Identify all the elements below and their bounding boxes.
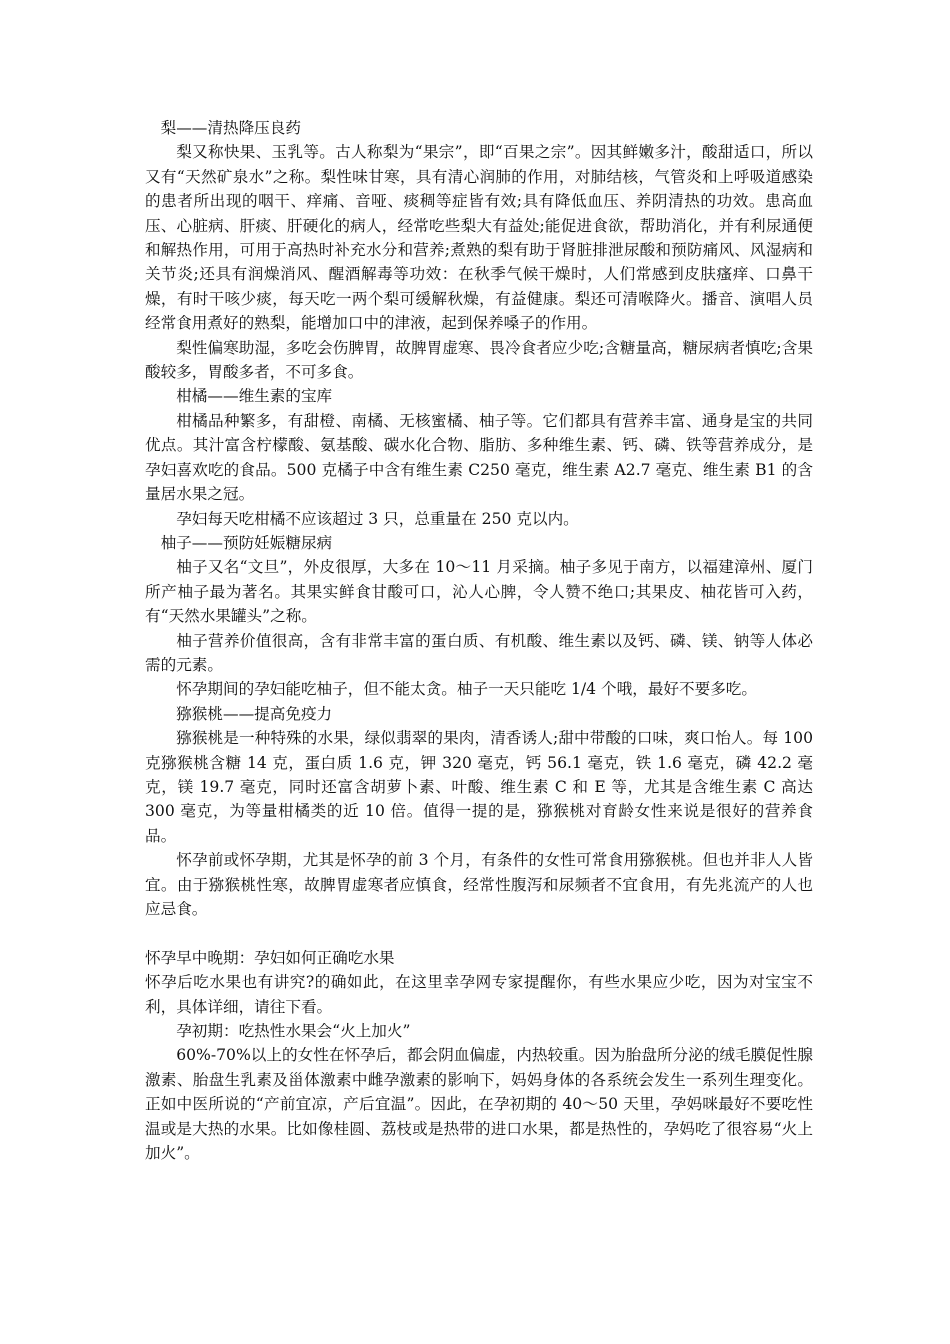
article-intro: 怀孕后吃水果也有讲究?的确如此，在这里幸孕网专家提醒你，有些水果应少吃，因为对宝宝不利，具体详细，请往下看。 (145, 973, 813, 1016)
pomelo-paragraph-1: 柚子又名“文旦”，外皮很厚，大多在 10～11 月采摘。柚子多见于南方，以福建漳州、厦门所产柚子最为著名。其果实鲜食甘酸可口，沁人心脾，令人赞不绝口;其果皮、柚花皆可入药，有“天然水果罐头”之称。 (145, 558, 813, 626)
citrus-heading: 柑橘——维生素的宝库 (176, 387, 333, 406)
document-page (145, 116, 813, 1165)
kiwi-paragraph-2: 怀孕前或怀孕期，尤其是怀孕的前 3 个月，有条件的女性可常食用猕猴桃。但也并非人人皆宜。由于猕猴桃性寒，故脾胃虚寒者应慎食，经常性腹泻和尿频者不宜食用，有先兆流产的人也应忌食。 (145, 851, 813, 918)
pear-paragraph-2: 梨性偏寒助湿，多吃会伤脾胃，故脾胃虚寒、畏冷食者应少吃;含糖量高，糖尿病者慎吃;含果酸较多，胃酸多者，不可多食。 (145, 338, 813, 382)
pear-heading: 梨——清热降压良药 (160, 119, 301, 137)
kiwi-paragraph-1: 猕猴桃是一种特殊的水果，绿似翡翠的果肉，清香诱人;甜中带酸的口味，爽口怡人。每 100 克猕猴桃含糖 14 克，蛋白质 1.6 克，钾 320 毫克，钙 56.1 毫克，铁 1.6 毫克，磷 42.2 毫克，镁 19.7 毫克，同时还富含胡萝卜素、叶酸、维生素 C 和 E 等，尤其是含维生素 C 高达 300 毫克，为等量柑橘类的近 10 倍。值得一提的是，猕猴桃对育龄女性来说是很好的营养食品。 (145, 729, 813, 845)
article-title: 怀孕早中晚期：孕妇如何正确吃水果 (145, 948, 395, 967)
pomelo-paragraph-2: 柚子营养价值很高，含有非常丰富的蛋白质、有机酸、维生素以及钙、磷、镁、钠等人体必需的元素。 (145, 631, 813, 674)
early-pregnancy-heading: 孕初期：吃热性水果会“火上加火” (176, 1022, 411, 1041)
pomelo-paragraph-3: 怀孕期间的孕妇能吃柚子，但不能太贪。柚子一天只能吃 1/4 个哦，最好不要多吃。 (176, 680, 757, 699)
pomelo-heading: 柚子——预防妊娠糖尿病 (160, 533, 333, 552)
citrus-paragraph-1: 柑橘品种繁多，有甜橙、南橘、无核蜜橘、柚子等。它们都具有营养丰富、通身是宝的共同优点。其汁富含柠檬酸、氨基酸、碳水化合物、脂肪、多种维生素、钙、磷、铁等营养成分，是孕妇喜欢吃的食品。500 克橘子中含有维生素 C250 毫克，维生素 A2.7 毫克、维生素 B1 的含量居水果之冠。 (145, 411, 813, 504)
kiwi-heading: 猕猴桃——提高免疫力 (176, 704, 333, 723)
pear-paragraph-1: 梨又称快果、玉乳等。古人称梨为“果宗”，即“百果之宗”。因其鲜嫩多汁，酸甜适口，所以又有“天然矿泉水”之称。梨性味甘寒，具有清心润肺的作用，对肺结核，气管炎和上呼吸道感染的患者所出现的咽干、痒痛、音哑、痰稠等症皆有效;具有降低血压、养阴清热的功效。患高血压、心脏病、肝痰、肝硬化的病人，经常吃些梨大有益处;能促进食欲，帮助消化，并有利尿通便和解热作用，可用于高热时补充水分和营养;煮熟的梨有助于肾脏排泄尿酸和预防痛风、风湿病和关节炎;还具有润燥消风、醒酒解毒等功效：在秋季气候干燥时，人们常感到皮肤瘙痒、口鼻干燥，有时干咳少痰，每天吃一两个梨可缓解秋燥，有益健康。梨还可清喉降火。播音、演唱人员经常食用煮好的熟梨，能增加口中的津液，起到保养嗓子的作用。 (145, 143, 813, 333)
section-spacer (145, 921, 813, 945)
early-pregnancy-paragraph: 60%-70%以上的女性在怀孕后，都会阴血偏虚，内热较重。因为胎盘所分泌的绒毛膜促性腺激素、胎盘生乳素及甾体激素中雌孕激素的影响下，妈妈身体的各系统会发生一系列生理变化。正如中医所说的“产前宜凉，产后宜温”。因此，在孕初期的 40～50 天里，孕妈咪最好不要吃性温或是大热的水果。比如像桂圆、荔枝或是热带的进口水果，都是热性的，孕妈吃了很容易“火上加火”。 (145, 1046, 813, 1163)
citrus-paragraph-2: 孕妇每天吃柑橘不应该超过 3 只，总重量在 250 克以内。 (176, 509, 579, 528)
